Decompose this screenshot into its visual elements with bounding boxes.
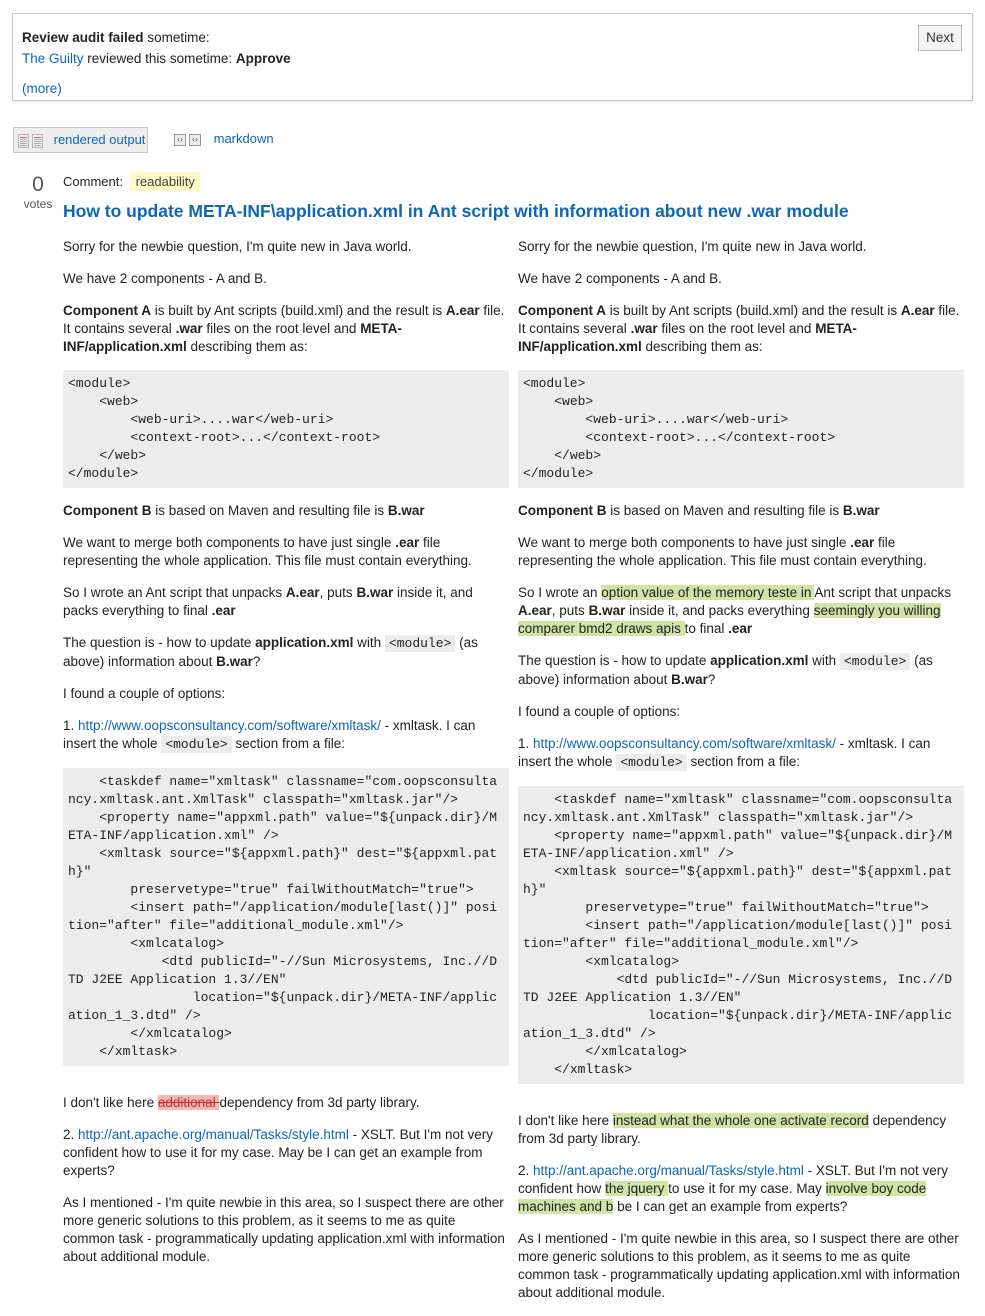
tab-markdown[interactable] [170,127,274,153]
vote-count [22,173,54,211]
inserted-text: involve boy code machines and b [518,1181,927,1214]
paragraph: So I wrote an option value of the memory teste in Ant script that unpacks A.ear, puts B.war inside it, and packs everything seemingly you willing comparer bmd2 draws apis to final .ear [518,585,951,636]
inserted-text: instead what the whole one activate record [612,1113,869,1128]
original-revision [63,238,509,1280]
audit-heading-line [22,29,963,47]
code-block: <module> <web> <web-uri>....war</web-uri> <context-root>...</context-root> </web> </module> [63,370,509,488]
code-block: <taskdef name="xmltask" classname="com.oopsconsultancy.xmltask.ant.XmlTask" classpath="xmltask.jar"/> <property name="appxml.path" value="${unpack.dir}/META-INF/application.xml" /> <xmltask source="${appxml.path}" dest="${appxml.path}" preservetype="true" failWithoutMatch="true"> <insert path="/application/module[last()]" position="after" file="additional_module.xml"/> <xmlcatalog> <dtd publicId="-//Sun Microsystems, Inc.//DTD J2EE Application 1.3//EN" location="${unpack.dir}/META-INF/application_1_3.dtd" /> </xmlcatalog> </xmltask> [518,786,964,1084]
tab-markdown-label: markdown [213,131,274,146]
markdown-code-icon: ‹› [174,134,186,146]
code-block: <module> <web> <web-uri>....war</web-uri> <context-root>...</context-root> </web> </module> [518,370,964,488]
paragraph: Sorry for the newbie question, I'm quite new in Java world. [518,239,867,254]
audit-heading-suffix: sometime: [147,30,210,45]
comment-tag: readability [130,172,201,191]
paragraph: We have 2 components - A and B. [518,271,722,286]
paragraph: The question is - how to update application.xml with <module> (as above) information about B.war? [63,635,478,669]
vote-label: votes [23,197,53,211]
paragraph: Component B is based on Maven and resulting file is B.war [63,503,425,518]
paragraph: We have 2 components - A and B. [63,271,267,286]
paragraph: 2. http://ant.apache.org/manual/Tasks/style.html - XSLT. But I'm not very confident how the jquery to use it for my case. May involve boy code machines and b be I can get an example from experts? [518,1163,949,1214]
xmltask-link[interactable]: http://www.oopsconsultancy.com/software/xmltask/ [533,736,836,751]
xmltask-link[interactable]: http://www.oopsconsultancy.com/software/xmltask/ [78,718,381,733]
paragraph: We want to merge both components to have just single .ear file representing the whole application. This file must contain everything. [518,535,927,568]
edited-revision [518,238,964,1316]
review-verdict: Approve [235,51,291,66]
paragraph: Sorry for the newbie question, I'm quite new in Java world. [63,239,412,254]
code-block: <taskdef name="xmltask" classname="com.oopsconsultancy.xmltask.ant.XmlTask" classpath="xmltask.jar"/> <property name="appxml.path" value="${unpack.dir}/META-INF/application.xml" /> <xmltask source="${appxml.path}" dest="${appxml.path}" preservetype="true" failWithoutMatch="true"> <insert path="/application/module[last()]" position="after" file="additional_module.xml"/> <xmlcatalog> <dtd publicId="-//Sun Microsystems, Inc.//DTD J2EE Application 1.3//EN" location="${unpack.dir}/META-INF/application_1_3.dtd" /> </xmlcatalog> </xmltask> [63,768,509,1066]
xslt-link[interactable]: http://ant.apache.org/manual/Tasks/style.html [78,1127,349,1142]
next-button[interactable]: Next [918,25,962,51]
tab-rendered-output[interactable] [13,127,148,153]
edit-comment [63,172,201,192]
xslt-link[interactable]: http://ant.apache.org/manual/Tasks/style.html [533,1163,804,1178]
more-link[interactable]: (more) [22,81,62,96]
reviewer-link[interactable]: The Guilty [22,51,84,66]
inserted-text: option value of the memory teste in [601,585,815,600]
paragraph: I found a couple of options: [518,704,681,719]
paragraph: Component B is based on Maven and resulting file is B.war [518,503,880,518]
inserted-text: seemingly you willing comparer bmd2 draws apis [518,603,941,636]
paragraph: As I mentioned - I'm quite newbie in this area, so I suspect there are other more generic solutions to this problem, as it seems to me as quite common task - programmatically updating application.xml with information about additional module. [63,1195,505,1264]
paragraph: I don't like here additional dependency from 3d party library. [63,1095,420,1110]
markdown-code-icon-2: ‹› [189,134,201,146]
deleted-text: additional [157,1095,220,1110]
paragraph: The question is - how to update application.xml with <module> (as above) information about B.war? [518,653,933,687]
paragraph: 2. http://ant.apache.org/manual/Tasks/style.html - XSLT. But I'm not very confident how to use it for my case. May be I can get an example from experts? [63,1127,494,1178]
comment-label: Comment: [63,174,123,189]
paragraph: We want to merge both components to have just single .ear file representing the whole application. This file must contain everything. [63,535,472,568]
review-audit-banner [12,13,973,101]
tab-rendered-label: rendered output [53,132,146,147]
inserted-text: the jquery [605,1181,669,1196]
paragraph: Component A is built by Ant scripts (build.xml) and the result is A.ear file. It contains several .war files on the root level and META-INF/application.xml describing them as: [63,303,505,354]
rendered-page-icon-2 [32,134,43,148]
paragraph: I found a couple of options: [63,686,226,701]
paragraph: So I wrote an Ant script that unpacks A.ear, puts B.war inside it, and packs everything to final .ear [63,585,473,618]
reviewed-text: reviewed this sometime: [87,51,233,66]
paragraph: As I mentioned - I'm quite newbie in this area, so I suspect there are other more generic solutions to this problem, as it seems to me as quite common task - programmatically updating application.xml with information about additional module. [518,1231,960,1300]
paragraph: I don't like here instead what the whole one activate record dependency from 3d party library. [518,1113,947,1146]
paragraph: 1. http://www.oopsconsultancy.com/software/xmltask/ - xmltask. I can insert the whole <module> section from a file: [518,736,931,770]
rendered-page-icon [18,134,29,148]
vote-number: 0 [32,173,44,196]
paragraph: 1. http://www.oopsconsultancy.com/software/xmltask/ - xmltask. I can insert the whole <module> section from a file: [63,718,476,752]
audit-heading: Review audit failed [22,30,144,45]
paragraph: Component A is built by Ant scripts (build.xml) and the result is A.ear file. It contains several .war files on the root level and META-INF/application.xml describing them as: [518,303,960,354]
question-title[interactable]: How to update META-INF\application.xml in Ant script with information about new .war module [63,201,849,221]
audit-reviewer-line [22,50,963,68]
